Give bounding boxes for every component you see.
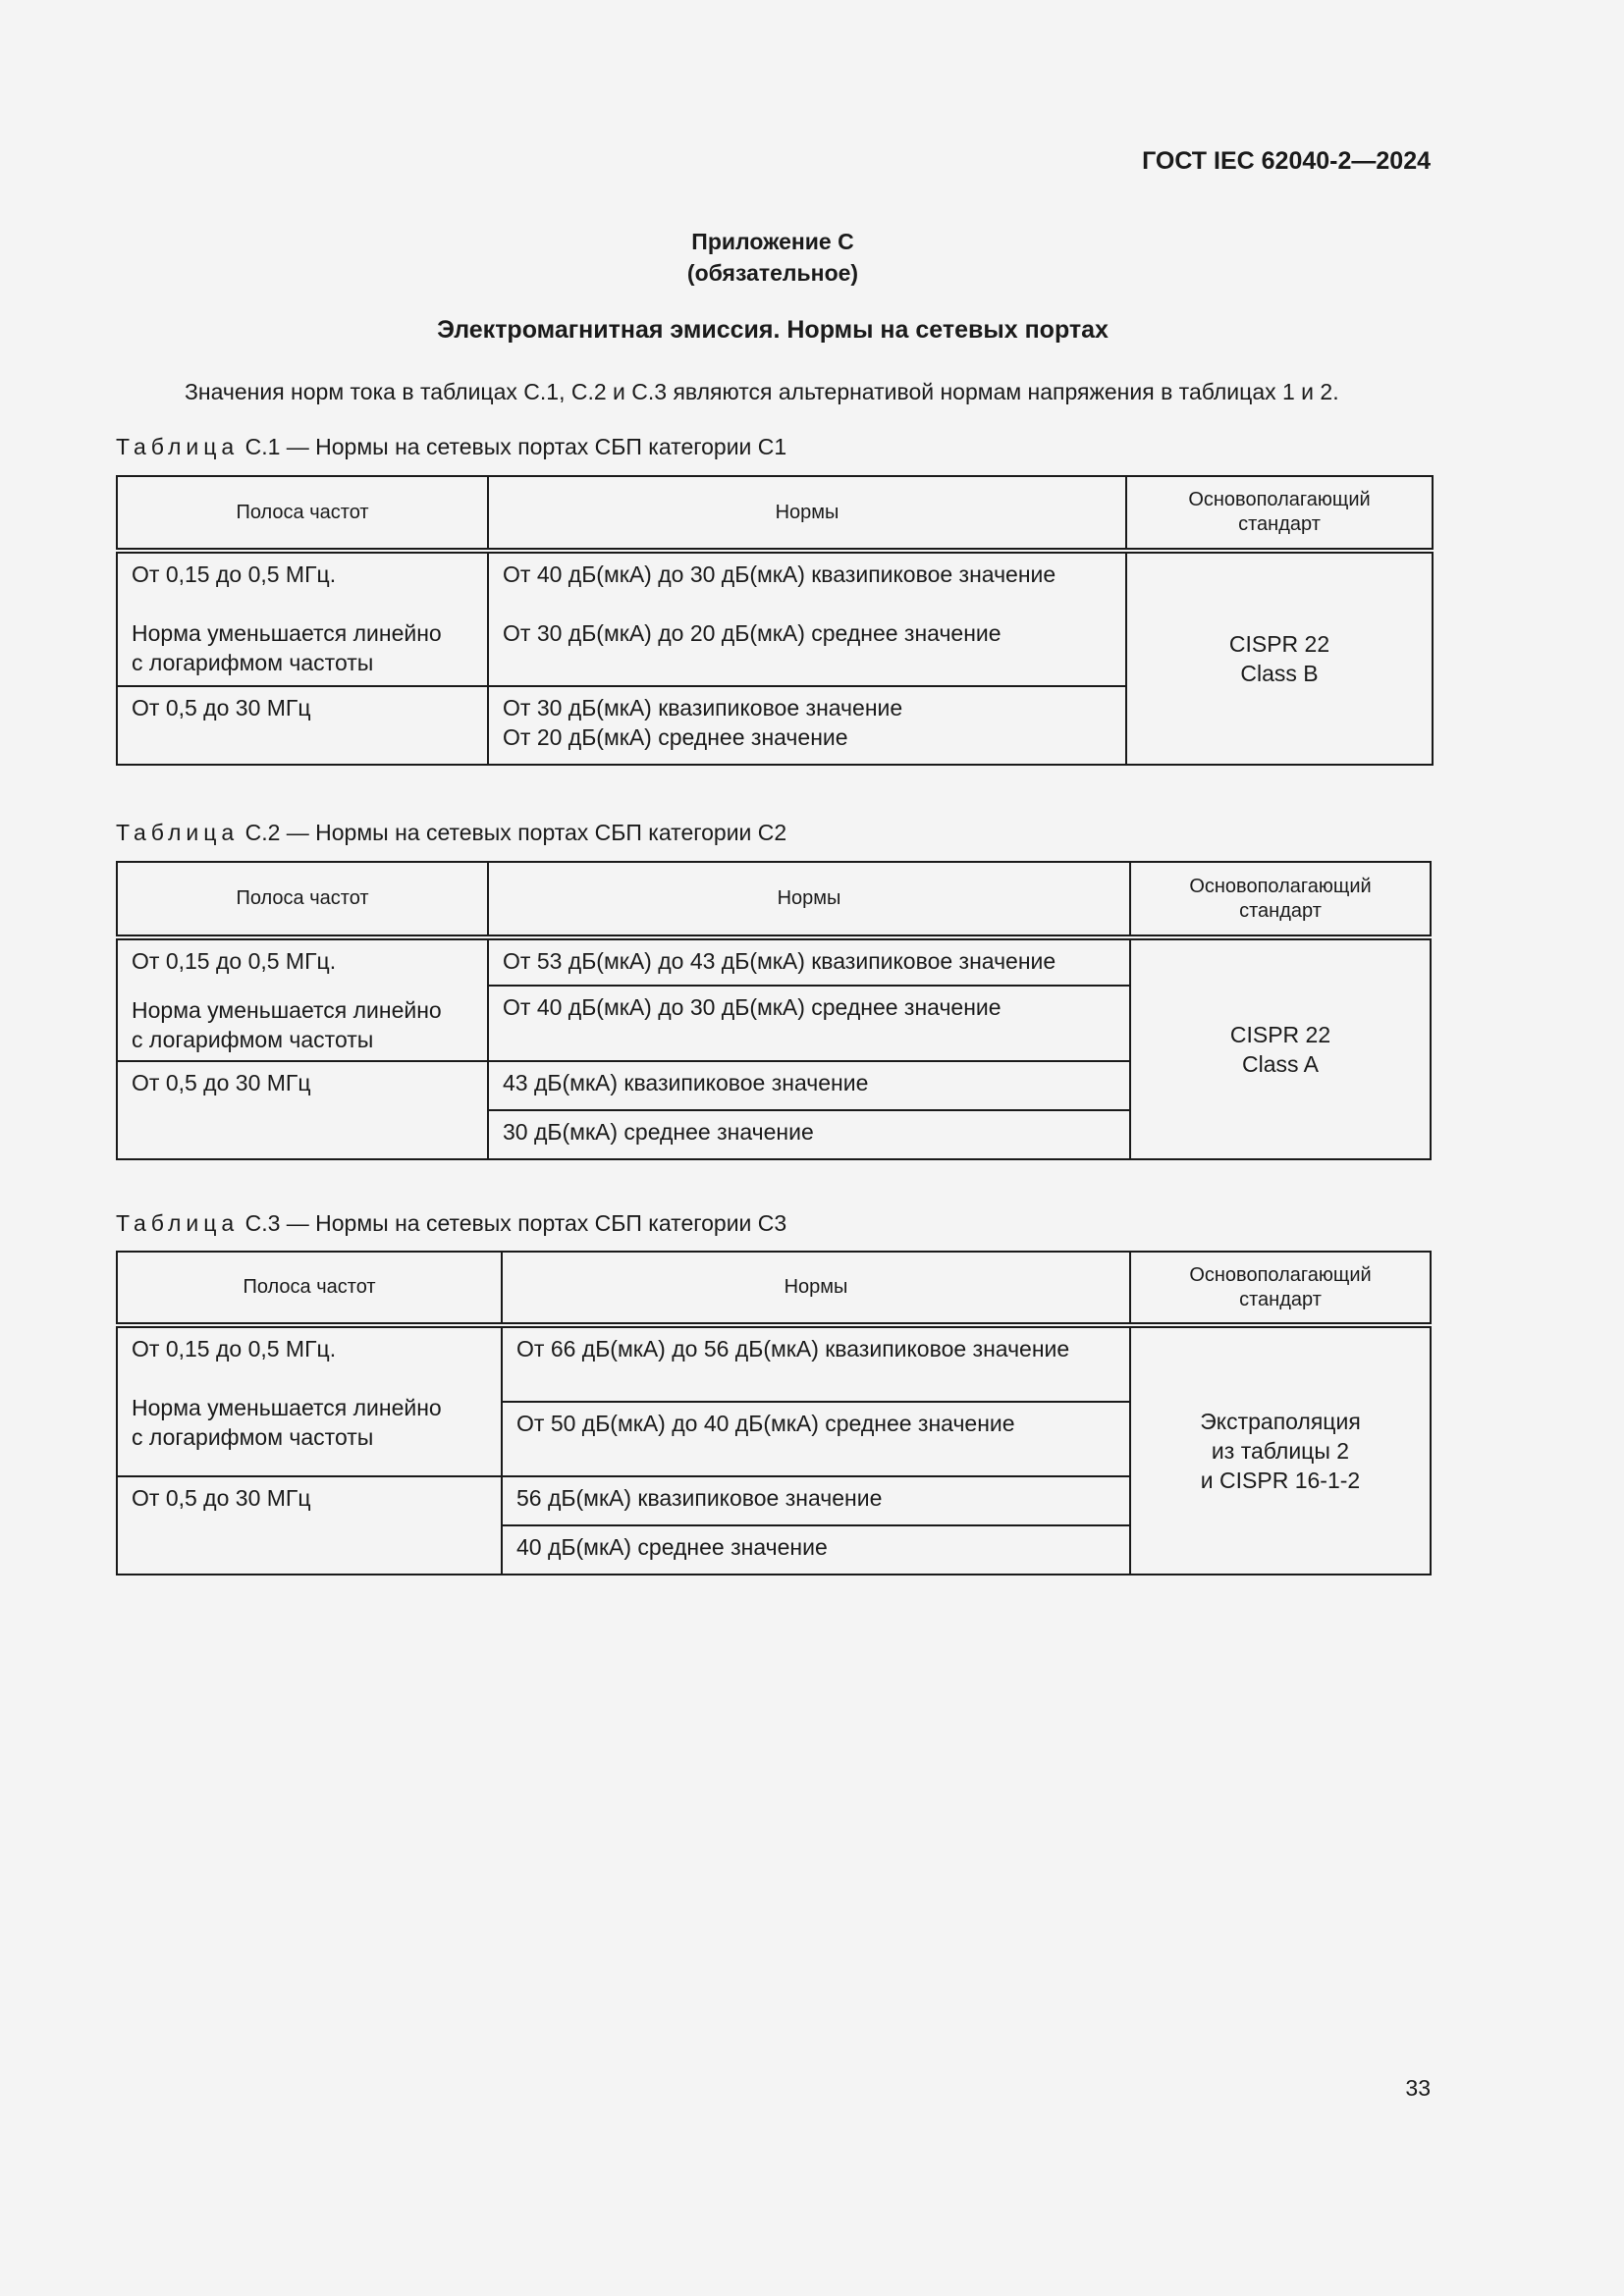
caption-word: Таблица <box>116 820 240 845</box>
annex-title <box>0 226 1545 289</box>
table-cell-band-1: От 0,15 до 0,5 МГц. Норма уменьшается линейно с логарифмом частоты <box>117 551 488 686</box>
table-c2-caption <box>116 820 786 846</box>
header-standard: Основополагающий стандарт <box>1130 862 1431 937</box>
table-cell-norms-1: От 53 дБ(мкА) до 43 дБ(мкА) квазипиковое значение <box>488 937 1130 986</box>
table-cell-norms-2: От 40 дБ(мкА) до 30 дБ(мкА) среднее значение <box>488 986 1130 1061</box>
header-standard: Основополагающий стандарт <box>1130 1252 1431 1325</box>
table-c2 <box>116 861 1432 1160</box>
table-cell-band-2: От 0,5 до 30 МГц <box>117 686 488 765</box>
table-c1-caption <box>116 434 786 460</box>
caption-text: С.3 — Нормы на сетевых портах СБП категории С3 <box>244 1210 787 1236</box>
header-norms: Нормы <box>488 862 1130 937</box>
annex-label: Приложение С <box>691 229 854 254</box>
header-standard: Основополагающий стандарт <box>1126 476 1433 551</box>
caption-word: Таблица <box>116 1210 240 1236</box>
table-cell-band-2: От 0,5 до 30 МГц <box>117 1061 488 1159</box>
table-cell-standard: CISPR 22 Class B <box>1126 551 1433 765</box>
table-cell-norms-2: От 50 дБ(мкА) до 40 дБ(мкА) среднее значение <box>502 1402 1130 1476</box>
header-band: Полоса частот <box>117 862 488 937</box>
header-norms: Нормы <box>488 476 1126 551</box>
document-code: ГОСТ IEC 62040-2—2024 <box>1142 147 1431 175</box>
table-cell-norms-3: 56 дБ(мкА) квазипиковое значение <box>502 1476 1130 1525</box>
table-c3-caption <box>116 1210 786 1237</box>
table-cell-norms-3: 43 дБ(мкА) квазипиковое значение <box>488 1061 1130 1110</box>
header-norms: Нормы <box>502 1252 1130 1325</box>
table-cell-standard: Экстраполяция из таблицы 2 и CISPR 16-1-2 <box>1130 1325 1431 1575</box>
annex-status: (обязательное) <box>686 260 859 286</box>
table-c3 <box>116 1251 1432 1575</box>
page-number: 33 <box>1405 2075 1431 2101</box>
caption-word: Таблица <box>116 434 240 459</box>
intro-paragraph: Значения норм тока в таблицах С.1, С.2 и С.3 являются альтернативой нормам напряжения в таблицах 1 и 2. <box>185 379 1339 404</box>
table-c1 <box>116 475 1434 766</box>
table-cell-norms-1: От 40 дБ(мкА) до 30 дБ(мкА) квазипиковое значение От 30 дБ(мкА) до 20 дБ(мкА) среднее значение <box>488 551 1126 686</box>
section-heading: Электромагнитная эмиссия. Нормы на сетевых портах <box>437 316 1109 344</box>
header-band: Полоса частот <box>117 1252 502 1325</box>
caption-text: С.1 — Нормы на сетевых портах СБП категории С1 <box>244 434 787 459</box>
table-cell-band-1: От 0,15 до 0,5 МГц. Норма уменьшается линейно с логарифмом частоты <box>117 1325 502 1476</box>
table-cell-norms-1: От 66 дБ(мкА) до 56 дБ(мкА) квазипиковое значение <box>502 1325 1130 1402</box>
header-band: Полоса частот <box>117 476 488 551</box>
table-cell-norms-4: 40 дБ(мкА) среднее значение <box>502 1525 1130 1575</box>
caption-text: С.2 — Нормы на сетевых портах СБП категории С2 <box>244 820 787 845</box>
table-cell-norms-4: 30 дБ(мкА) среднее значение <box>488 1110 1130 1159</box>
table-cell-standard: CISPR 22 Class A <box>1130 937 1431 1159</box>
table-cell-band-2: От 0,5 до 30 МГц <box>117 1476 502 1575</box>
table-cell-band-1: От 0,15 до 0,5 МГц. Норма уменьшается линейно с логарифмом частоты <box>117 937 488 1061</box>
table-cell-norms-2: От 30 дБ(мкА) квазипиковое значение От 20 дБ(мкА) среднее значение <box>488 686 1126 765</box>
